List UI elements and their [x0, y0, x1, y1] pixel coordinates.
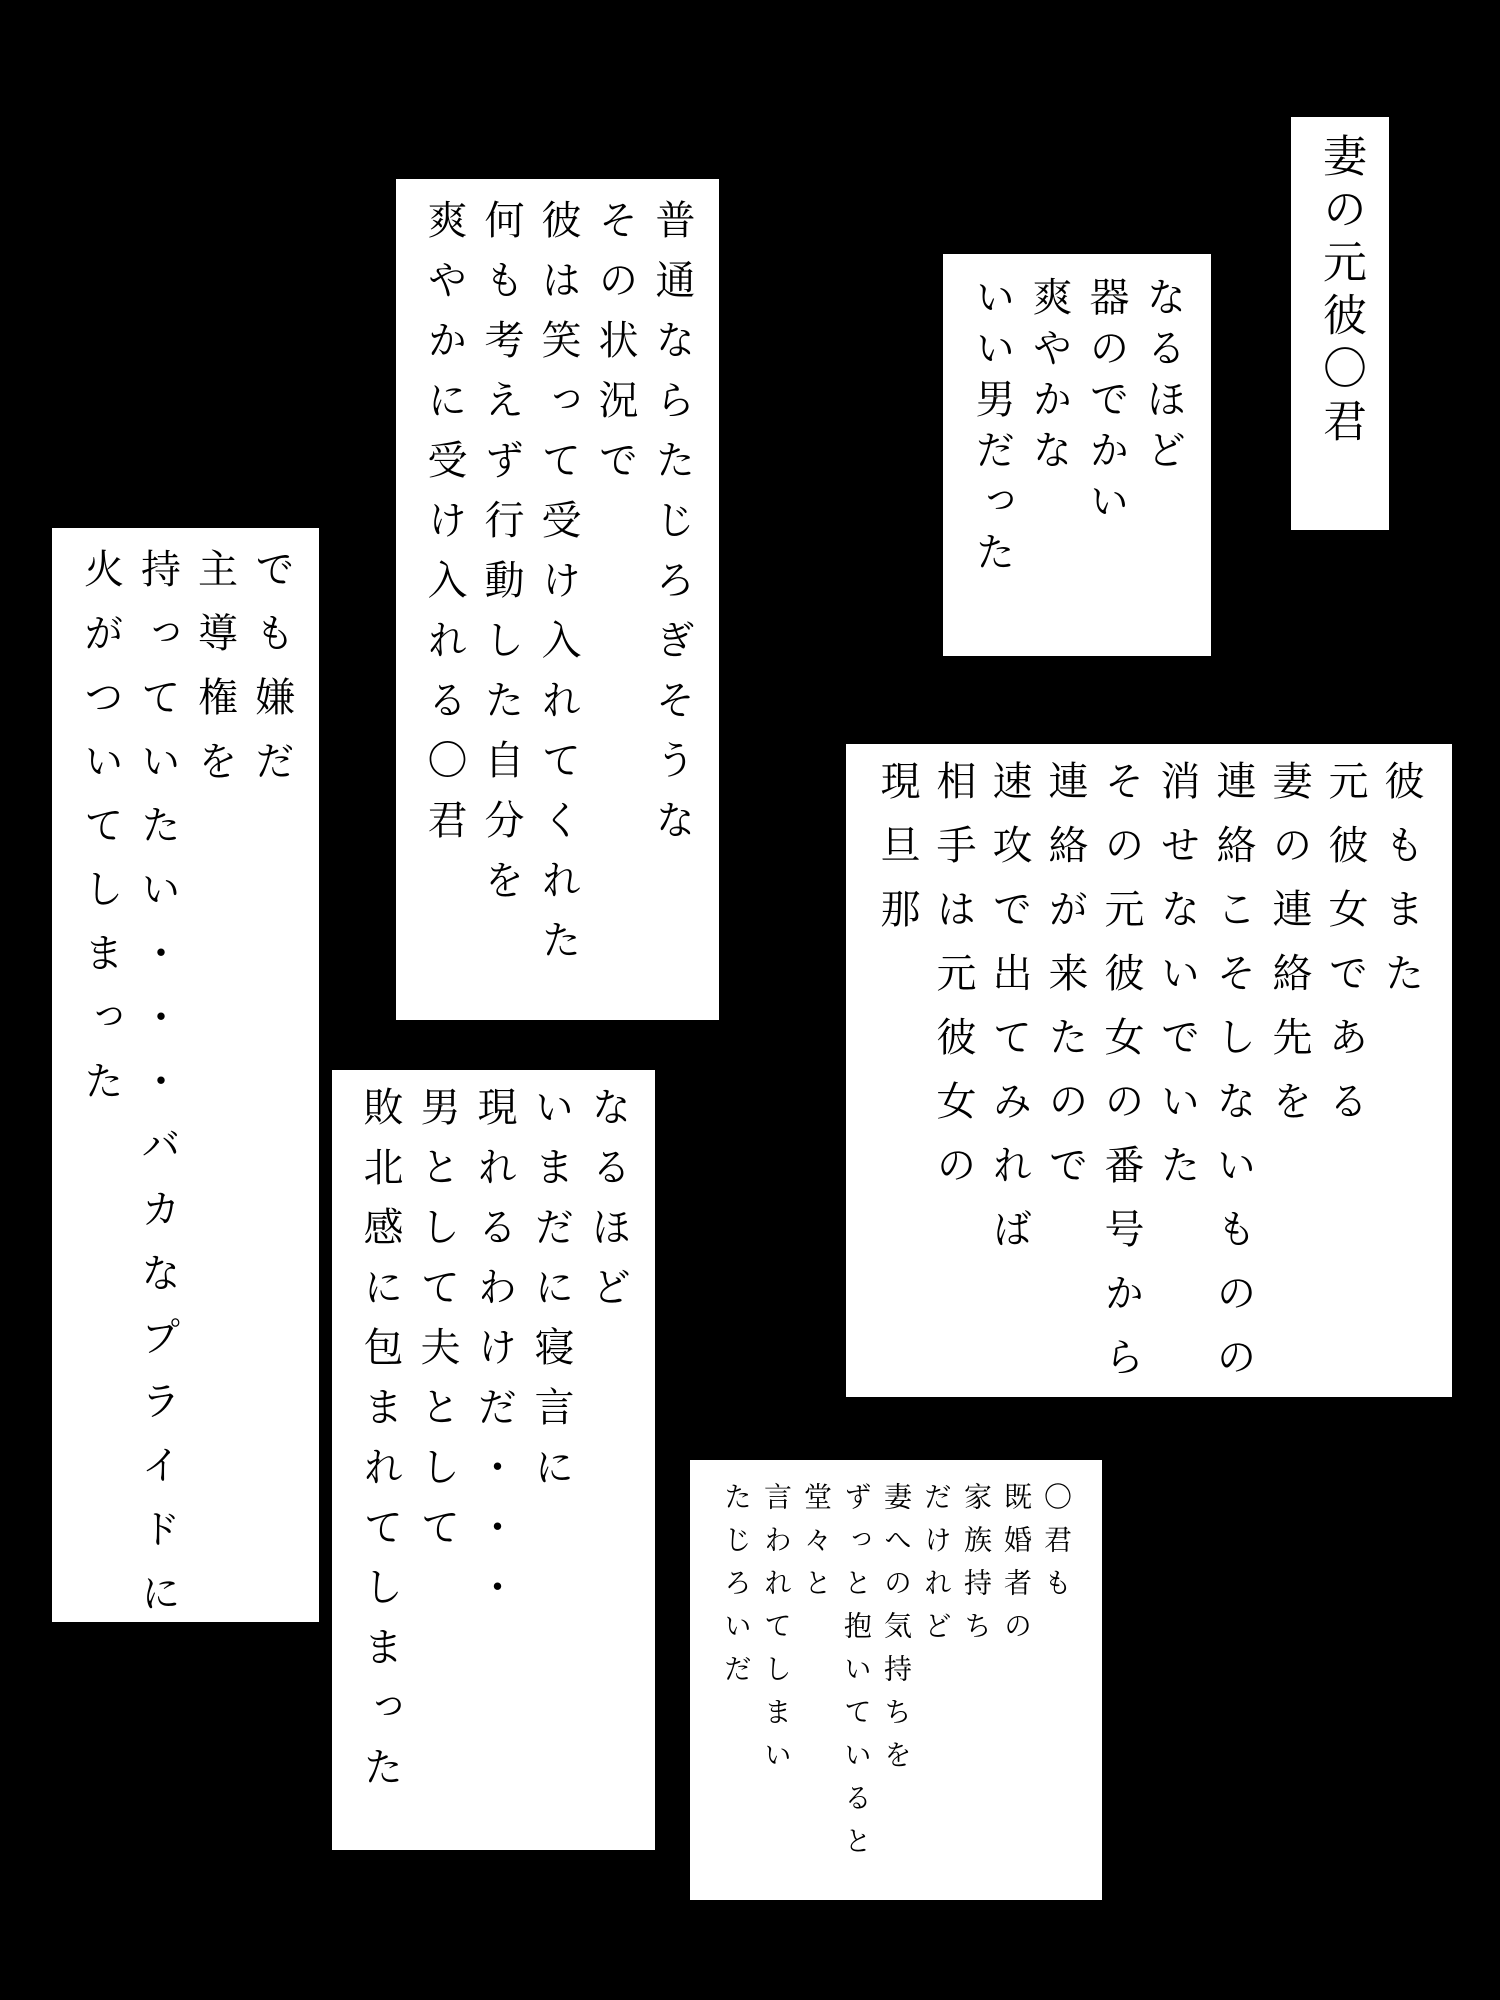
- caption-box-married: [690, 1460, 1102, 1900]
- caption-text-naruhodo-man: なるほど 器のでかい 爽やかな いい男だった: [969, 276, 1186, 582]
- caption-text-but-hate: でも嫌だ 主導権を 持っていたい・・・バカなプライドに 火がついてしまった: [77, 548, 295, 1636]
- caption-text-normal-situation: 普通ならたじろぎそうな その状況で 彼は笑って受け入れてくれた 何も考えず行動した自分を 爽やかに受け入れる〇君: [421, 199, 695, 979]
- caption-box-wife-ex: [1291, 117, 1389, 530]
- caption-box-normal-situation: [396, 179, 719, 1020]
- caption-text-he-also: 彼もまた 元彼女である 妻の連絡先を 連絡こそしないものの 消せないでいた その元彼女の番号から 連絡が来たので 速攻で出てみれば 相手は元彼女の 現旦那: [874, 760, 1424, 1400]
- caption-text-married: 〇君も 既婚者の 家族持ち だけれど 妻への気持ちを ずっと抱いていると 堂々と 言われてしまい たじろいだ: [720, 1482, 1073, 1869]
- caption-text-naruhodo-defeat: なるほど いまだに寝言に 現れるわけだ・・・ 男として夫として 敗北感に包まれてしまった: [357, 1086, 631, 1806]
- caption-box-he-also: [846, 744, 1452, 1400]
- caption-box-naruhodo-defeat: [332, 1070, 655, 1850]
- caption-text-wife-ex: 妻の元彼〇君: [1315, 133, 1366, 451]
- caption-box-but-hate: [52, 528, 319, 1636]
- caption-box-naruhodo-man: [943, 254, 1211, 656]
